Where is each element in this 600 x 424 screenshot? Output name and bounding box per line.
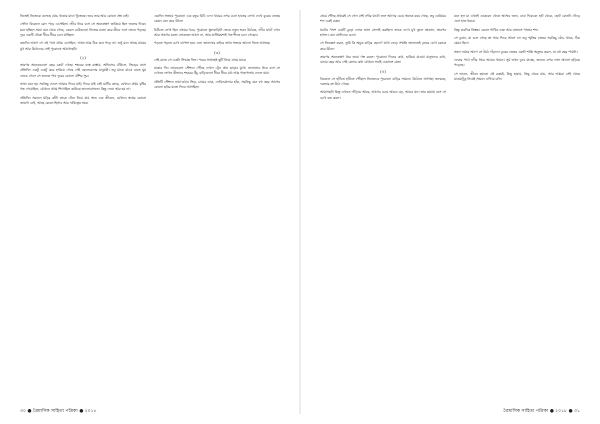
paragraph: মনে হল মা এখনই ডাকবেন খেতে আসার জন্য, বাবা ফিরবেন হাট থেকে, ছোট বোনটা দৌড়ে এসে হাত ধরবে। — [454, 14, 580, 24]
left-page-column-2 — [154, 14, 280, 396]
paragraph: যাত্রার দিন ভোরবেলা স্টেশনে পৌঁছে দেখল ট্রেন প্রায় ছাড়ার মুখে। জানালার ধারে বসে সে দেখতে লাগল কীভাবে শহরের উঁচু বাড়িগুলো ধীরে ধীরে মাঠ আর গাছপালায় বদলে যায়। — [154, 66, 280, 76]
paragraph: ফেরার পথে নদীর ধারে আবার থামল। সূর্য তখন ডুবে যাচ্ছে, জলের ওপর লাল আলো ছড়িয়ে পড়েছে। — [454, 58, 580, 68]
paragraph: প্রতিটি স্টেশনে নামা-ওঠার ভিড়, চায়ের ডাক, ফেরিওয়ালার হাঁক, সবকিছু যেন বহু বছর আগের কোনো ছবির মতো ফিরে আসছিল। — [154, 79, 280, 90]
paragraph: সেই রাতে সে একটা সিদ্ধান্ত নিল। পরের সপ্তাহেই ছুটি নিয়ে গ্রামে যাবে। — [154, 57, 247, 62]
paragraph: সেদিন বিকেলে রোদ পড়ে এসেছিল। নদীর ধারে বসে সে অনেকক্ষণ তাকিয়ে ছিল জলের দিকে। মনে হচ্ছিল সময় যেন থেমে গেছে, কেবল ঢেউগুলো নিজের মতো করে তীরে এসে ভেঙে পড়ছে। দূরে একটি নৌকা ধীরে ধীরে চলে যাচ্ছিল। — [20, 22, 146, 38]
paragraph: সন্ধ্যা নামার আগে সে উঠে দাঁড়াল। বুকের ভেতর একটা শান্তি অনুভব করল, যা বহু বছর পায়নি। — [454, 49, 578, 54]
left-page-footer: ৩০ ● ত্রৈমাসিক সাহিত্য পত্রিকা ● ২০১৮ — [20, 409, 97, 414]
paragraph: সে জিজ্ঞেস করল, তুমি কি অমুক বাড়ির ছেলে? মাথা নেড়ে সম্মতি জানাতেই বৃদ্ধের চোখ চকচক করে উঠল। — [320, 41, 446, 51]
paragraph: তারপর অনেকগুলো বছর কেটে গেছে। শহরের ব্যস্ত রাস্তায়, অফিসের টেবিলে, ভিড়ের বাসে প্রতিদিন একটু একটু করে হারিয়ে গেছে সেই ছেলেবেলার মানুষটা। তবু মাঝে মাঝে রাতে ঘুম ভেঙে গেলে সে শুনতে পায় দূরের কোনো বাঁশির সুর। — [20, 63, 146, 78]
paragraph: গ্রামে পৌঁছে প্রথমেই সে গেল সেই নদীর ঘাটে। জল আগের চেয়ে অনেক কমে গেছে, তবু ঢেউয়ের শব্দ একই রকম। — [320, 14, 446, 24]
paragraph: পড়তে পড়তে চোখ ঝাপসা হয়ে এল। জানালার বাইরে তখন সন্ধ্যার আলো নিভে আসছে। — [154, 41, 271, 46]
paragraph: বিকেলে সে হাঁটতে হাঁটতে পৌঁছাল নিজেদের পুরোনো বাড়ির সামনে। উঠোনে আগাছা জন্মেছে, দরজার রং উঠে গেছে। — [320, 76, 446, 87]
section-number: (৩) — [214, 49, 220, 55]
right-page-footer: ত্রৈমাসিক সাহিত্য পত্রিকা ● ২০১৮ ● ৩১ — [503, 409, 580, 414]
paragraph: প্রতিদিন সকালে ঘড়ির কাঁটা তাকে টেনে নিয়ে যায় অন্য এক জীবনে, যেখানে স্বপ্নের কোনো জায়গা নেই, আছে কেবল হিসাব আর দায়িত্বের ভার। — [20, 95, 146, 106]
paragraph: কতদিন আগে সে এই পথে প্রথম এসেছিল, আজ আর ঠিক মনে পড়ে না। শুধু মনে আছে মায়ের মুখ আর উঠোনের সেই পুরোনো আমগাছটা। — [20, 41, 146, 51]
paragraph: আমগাছটা কিন্তু এখনও দাঁড়িয়ে আছে, আগের চেয়ে আরও বড়, আরও ঘন। তার ছায়ায় বসে সে চোখ বন্ধ করল। — [320, 90, 446, 100]
paragraph: কিন্তু চারদিক নিস্তব্ধ। কেবল পাখির ডাক আর বাতাসে পাতার শব্দ। — [454, 27, 539, 32]
paragraph: একদিন সন্ধ্যায় পুরোনো এক বন্ধুর চিঠি এল। খামের ওপর চেনা হাতের লেখা দেখে বুকের ভেতর কেমন যেন করে উঠল। — [154, 14, 280, 24]
paragraph: তখন মনে হয় সবকিছু ফেলে আবার ফিরে যাই। ফিরে যাই সেই মাটির কাছে, যেখানে প্রথম বৃষ্টির গন্ধ পেয়েছিল, যেখানে প্রথম শিখেছিল কাউকে ভালোবাসতে। কিন্তু ফেরা আর হয় না। — [20, 82, 146, 92]
section-number: (৪) — [380, 68, 386, 74]
paragraph: ঘাটের পাশে একটি বুড়ো লোক জাল সেলাই করছিল। তাকে দেখে মুখ তুলে তাকাল, তারপর হাসল। যেন বহুদিনের চেনা। — [320, 27, 446, 38]
section-number: (২) — [80, 55, 86, 61]
left-page-column-1 — [20, 14, 146, 396]
right-page-column-1 — [320, 14, 446, 396]
paragraph: সে ভাবল, জীবন হয়তো এই রকমই, কিছু হারায়, কিছু থেকে যায়, আর আমরা সেই থেকে যাওয়াটুকু নিয়েই সামনে এগিয়ে চলি। — [454, 71, 580, 82]
right-page — [300, 0, 600, 424]
paragraph: চিঠিতে লেখা ছিল গ্রামের খবর, পুরোনো স্কুলবাড়িটা ভেঙে নতুন ভবন উঠেছে, নদীর ঘাটে এখন আর আগের মতো লোকজন আসে না, আর মাস্টারমশাই গত শীতে চলে গেছেন। — [154, 27, 280, 38]
paragraph: নিজেই নিজেকে বলেছে বেঁচে থাকার মানে খুঁজেছে। তবে তার আর কোনো প্রশ্ন নেই। — [20, 14, 129, 18]
paragraph: তারপর অনেকক্ষণ ধরে তারা গল্প করল। পুরোনো দিনের কথা, হারিয়ে যাওয়া মানুষদের কথা, বন্যার বছর আর সেই মেলার কথা যেখানে সবাই একসঙ্গে যেত। — [320, 55, 446, 65]
right-page-column-2 — [454, 14, 580, 396]
paragraph: সে বুঝল, যা চলে গেছে তা আর ফিরে আসে না। তবু স্মৃতির ভেতর সবকিছু বেঁচে থাকে, ঠিক যেমন ছিল। — [454, 36, 580, 46]
